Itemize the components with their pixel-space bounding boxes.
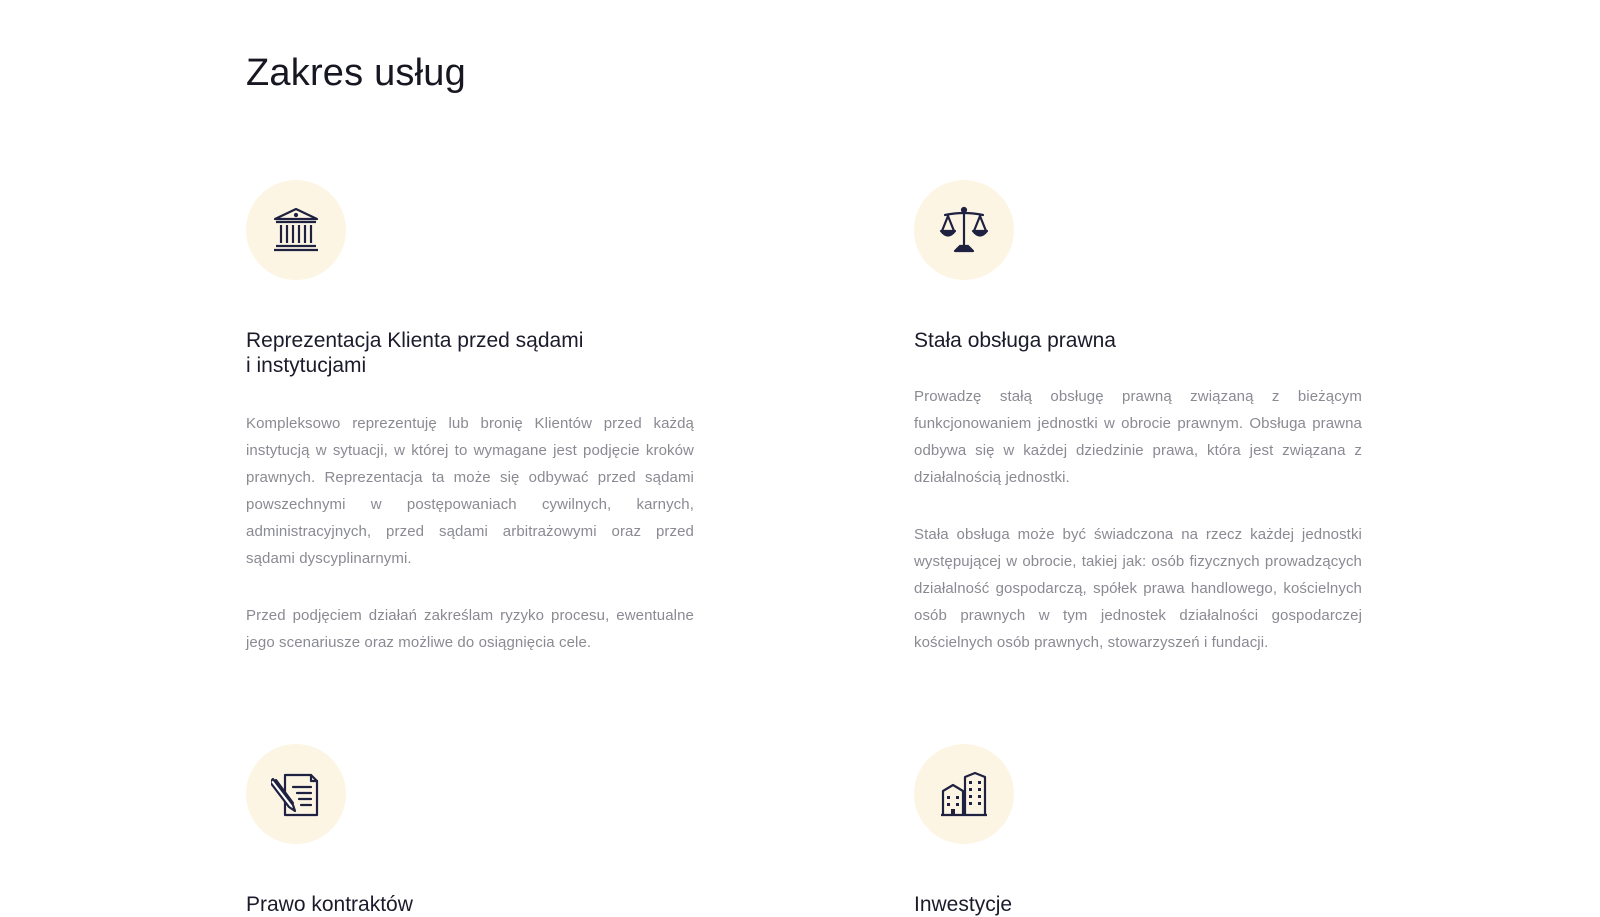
service-investments <box>914 744 1362 917</box>
service-title-line1: Reprezentacja Klienta przed sądami <box>246 329 584 352</box>
courthouse-icon <box>271 205 321 255</box>
service-paragraph: Kompleksowo reprezentuję lub bronię Klientów przed każdą instytucją w sytuacji, w której to wymagane jest podjęcie kroków prawnych. Reprezentacja ta może się odbywać przed sądami powszechnymi w postępowaniach cywilnych, karnych, administracyjnych, przed sądami arbitrażowymi oraz przed sądami dyscyplinarnymi. <box>246 415 694 567</box>
icon-circle <box>246 744 346 844</box>
service-title-line2: i instytucjami <box>246 354 367 377</box>
icon-circle <box>246 180 346 280</box>
service-legal-support <box>914 180 1362 656</box>
service-paragraph: Prowadzę stałą obsługę prawną związaną z bieżącym funkcjonowaniem jednostki w obrocie prawnym. Obsługa prawna odbywa się w każdej dziedzinie prawa, która jest związana z działalnością jednostki. <box>914 388 1362 486</box>
contract-document-icon <box>271 769 321 819</box>
service-title: Prawo kontraktów <box>246 893 413 916</box>
service-paragraph: Stała obsługa może być świadczona na rzecz każdej jednostki występującej w obrocie, takiej jak: osób fizycznych prowadzących działalność gospodarczą, spółek prawa handlowego, kościelnych osób prawnych w tym jednostek działalności gospodarczej kościelnych osób prawnych, stowarzyszeń i fundacji. <box>914 526 1362 651</box>
service-title: Stała obsługa prawna <box>914 329 1116 352</box>
service-title <box>246 328 646 378</box>
scales-of-justice-icon <box>939 205 989 255</box>
service-court-representation <box>246 180 694 656</box>
page-title: Zakres usług <box>246 52 466 94</box>
icon-circle <box>914 180 1014 280</box>
service-title: Inwestycje <box>914 893 1013 916</box>
icon-circle <box>914 744 1014 844</box>
buildings-icon <box>939 769 989 819</box>
service-paragraph: Przed podjęciem działań zakreślam ryzyko procesu, ewentualne jego scenariusze oraz możliwe do osiągnięcia cele. <box>246 607 694 651</box>
service-contract-law <box>246 744 694 917</box>
